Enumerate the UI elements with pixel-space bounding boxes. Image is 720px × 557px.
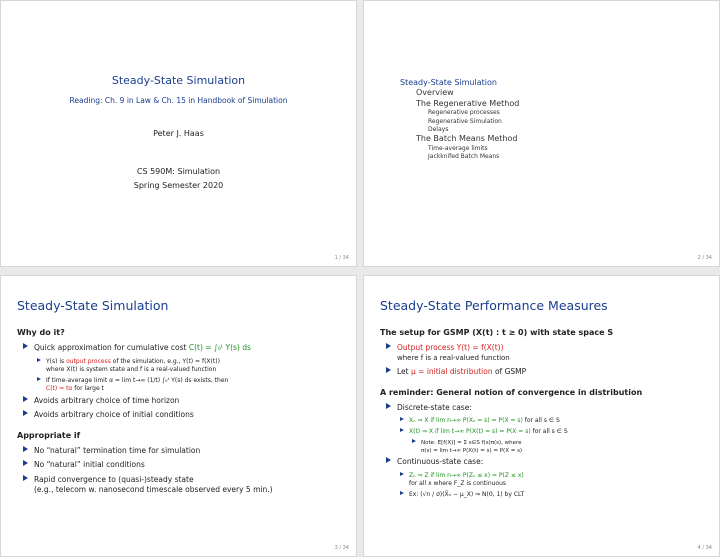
table-of-contents: [400, 78, 519, 162]
frame-title: Steady-State Performance Measures: [380, 298, 608, 313]
course-name: CS 590M: Simulation: [136, 167, 221, 176]
sub-bullet-clt-example: Ex: (√n / σ)(X̄ₙ − μ_X) ⇒ N(0, 1) by CLT: [400, 491, 710, 499]
bullet-icon: [412, 439, 416, 443]
setup-heading: The setup for GSMP (X(t) : t ≥ 0) with state space S: [380, 328, 614, 337]
bullet-icon: [400, 428, 404, 432]
bullet-icon: [23, 410, 28, 416]
slide-2-outline: [363, 0, 720, 267]
bullet-icon: [37, 358, 41, 362]
bullet-icon: [386, 403, 391, 409]
slide-body: [17, 328, 347, 500]
bullet-no-termination: No “natural” termination time for simulation: [23, 446, 347, 457]
toc-item[interactable]: Regenerative Simulation: [428, 117, 502, 125]
sub-bullet-continuous-seq: Zₙ ⇒ Z if lim n→∞ P(Zₙ ≤ x) = P(Z ≤ x) for all x where F_Z is continuous: [400, 472, 710, 488]
bullet-time-horizon: Avoids arbitrary choice of time horizon: [23, 396, 347, 407]
page-number: 3 / 34: [334, 545, 349, 551]
slide-body: [380, 328, 710, 502]
bullet-discrete-case: Discrete-state case:: [386, 403, 710, 414]
toc-item[interactable]: Time-average limits: [428, 144, 488, 152]
toc-item[interactable]: Jackknifed Batch Means: [428, 153, 500, 161]
bullet-quick-approx: Quick approximation for cumulative cost C(t) = ∫₀ᵗ Y(s) ds: [23, 343, 347, 354]
bullet-initial-conditions: Avoids arbitrary choice of initial conditions: [23, 410, 347, 421]
bullet-icon: [386, 457, 391, 463]
bullet-icon: [23, 446, 28, 452]
bullet-icon: [386, 367, 391, 373]
sub-bullet-discrete-seq: Xₙ ⇒ X if lim n→∞ P(Xₙ = s) = P(X = s) for all s ∈ S: [400, 417, 710, 425]
why-heading: Why do it?: [17, 328, 65, 337]
bullet-initial-distribution: Let μ = initial distribution of GSMP: [386, 367, 710, 378]
toc-item[interactable]: Overview: [416, 88, 454, 98]
sub-bullet-discrete-proc: X(t) ⇒ X if lim t→∞ P(X(t) = s) = P(X = s) for all s ∈ S: [400, 428, 710, 436]
bullet-icon: [400, 472, 404, 476]
bullet-icon: [386, 343, 391, 349]
reading-subtitle: Reading: Ch. 9 in Law & Ch. 15 in Handbook of Simulation: [69, 96, 288, 105]
bullet-icon: [400, 417, 404, 421]
toc-item[interactable]: The Batch Means Method: [416, 134, 518, 144]
sub-bullet-time-average: If time-average limit α = lim t→∞ (1/t) ∫₀ᵗ Y(s) ds exists, then C(t) ≈ tα for large t: [37, 377, 347, 393]
page-number: 4 / 34: [697, 545, 712, 551]
toc-item[interactable]: Delays: [428, 125, 449, 133]
slide-4-performance-measures: [363, 275, 720, 557]
slide-3-steady-state: [0, 275, 357, 557]
bullet-rapid-convergence: Rapid convergence to (quasi-)steady state (e.g., telecom w. nanosecond timescale observed every 5 min.): [23, 475, 347, 496]
toc-item[interactable]: The Regenerative Method: [416, 98, 520, 108]
reminder-heading: A reminder: General notion of convergence in distribution: [380, 387, 643, 397]
bullet-icon: [23, 396, 28, 402]
bullet-icon: [23, 460, 28, 466]
bullet-icon: [400, 491, 404, 495]
page-number: 2 / 34: [697, 255, 712, 261]
slide-1-title: [0, 0, 357, 267]
bullet-output-process: Output process Y(t) = f(X(t)) where f is a real-valued function: [386, 343, 710, 363]
sub-bullet-output-process: Y(s) is output process of the simulation, e.g., Y(t) = f(X(t)) where X(t) is system state and f is a real-valued function: [37, 358, 347, 374]
toc-item[interactable]: Steady-State Simulation: [400, 78, 497, 87]
bullet-icon: [23, 343, 28, 349]
bullet-icon: [37, 377, 41, 381]
appropriate-heading: Appropriate if: [17, 430, 81, 440]
slide-title: Steady-State Simulation: [111, 74, 246, 87]
bullet-continuous-case: Continuous-state case:: [386, 457, 710, 468]
page-number: 1 / 34: [334, 255, 349, 261]
toc-item[interactable]: Regenerative processes: [428, 109, 500, 117]
author: Peter J. Haas: [153, 129, 204, 138]
bullet-no-initial: No “natural” initial conditions: [23, 460, 347, 471]
bullet-icon: [23, 475, 28, 481]
note-expectation: Note: E[f(X)] = Σ s∈S f(s)π(s), where π(s) = lim t→∞ P(X(t) = s) = P(X = s): [412, 439, 710, 455]
frame-title: Steady-State Simulation: [17, 298, 169, 313]
term: Spring Semester 2020: [133, 181, 224, 190]
